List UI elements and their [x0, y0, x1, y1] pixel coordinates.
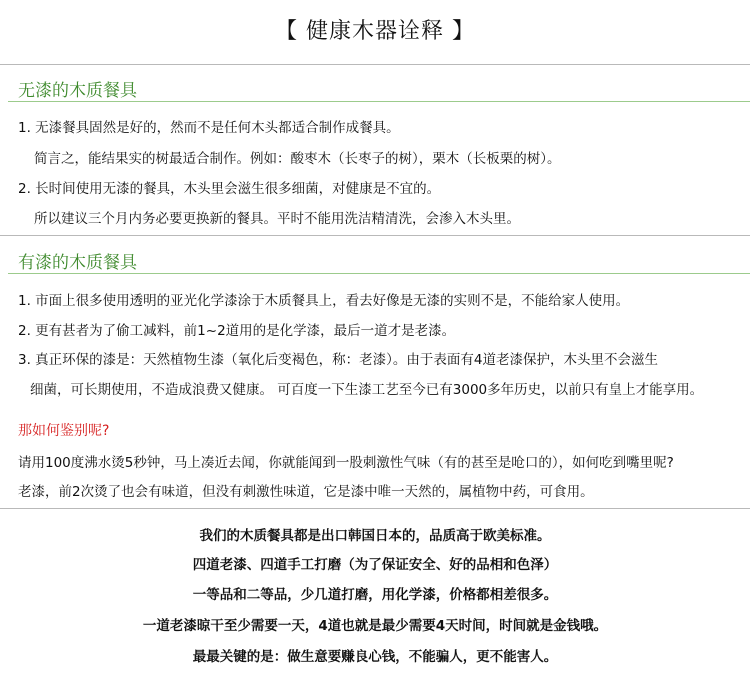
paragraph-line: 2. 更有甚者为了偷工减料，前1~2道用的是化学漆，最后一道才是老漆。 [18, 323, 456, 339]
paragraph-line: 1. 市面上很多使用透明的亚光化学漆涂于木质餐具上，看去好像是无漆的实则不是，不能给家人使用。 [18, 293, 630, 309]
divider [0, 64, 750, 65]
summary-line: 我们的木质餐具都是出口韩国日本的，品质高于欧美标准。 [199, 528, 551, 544]
divider [8, 101, 750, 102]
section-heading-no-lacquer: 无漆的木质餐具 [18, 81, 137, 101]
paragraph-line: 老漆，前2次烫了也会有味道，但没有刺激性味道，它是漆中唯一天然的，属植物中药，可食用。 [18, 484, 594, 500]
paragraph-line: 请用100度沸水烫5秒钟，马上凑近去闻，你就能闻到一股刺激性气味（有的甚至是呛口的），如何吃到嘴里呢? [18, 455, 674, 471]
paragraph-line: 3. 真正环保的漆是：天然植物生漆（氧化后变褐色，称：老漆）。由于表面有4道老漆保护，木头里不会滋生 [18, 352, 659, 368]
identify-heading: 那如何鉴别呢? [18, 423, 110, 439]
summary-line: 一道老漆晾干至少需要一天，4道也就是最少需要4天时间，时间就是金钱哦。 [142, 618, 608, 634]
summary-line: 一等品和二等品，少几道打磨，用化学漆，价格都相差很多。 [192, 587, 558, 603]
divider [0, 235, 750, 236]
summary-line: 四道老漆、四道手工打磨（为了保证安全、好的品相和色泽） [192, 557, 558, 573]
paragraph-line: 2. 长时间使用无漆的餐具，木头里会滋生很多细菌，对健康是不宜的。 [18, 181, 441, 197]
paragraph-line: 所以建议三个月内务必要更换新的餐具。平时不能用洗洁精清洗，会渗入木头里。 [34, 211, 520, 227]
divider [8, 273, 750, 274]
page-title: 【 健康木器诠释 】 [275, 19, 475, 44]
divider [0, 508, 750, 509]
paragraph-line: 1. 无漆餐具固然是好的，然而不是任何木头都适合制作成餐具。 [18, 120, 400, 136]
paragraph-line: 简言之，能结果实的树最适合制作。例如：酸枣木（长枣子的树），栗木（长板栗的树）。 [34, 151, 561, 167]
summary-line: 最最关键的是：做生意要赚良心钱，不能骗人，更不能害人。 [192, 649, 558, 665]
section-heading-lacquered: 有漆的木质餐具 [18, 253, 137, 273]
paragraph-line: 细菌，可长期使用，不造成浪费又健康。 可百度一下生漆工艺至今已有3000多年历史，以前只有皇上才能享用。 [30, 382, 704, 398]
